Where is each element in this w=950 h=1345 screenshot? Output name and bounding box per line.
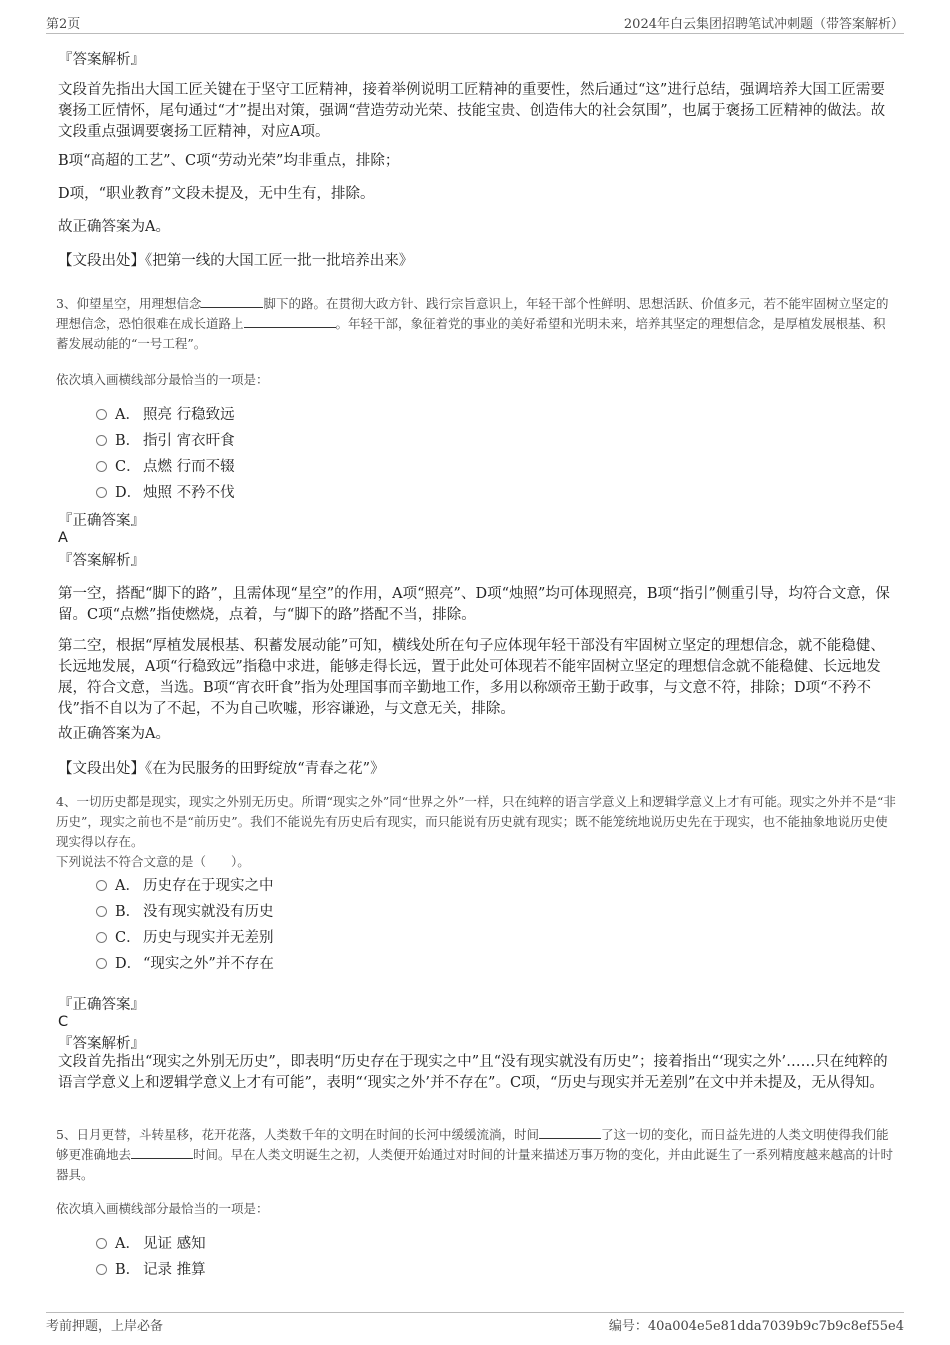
q3-explain-label: 『答案解析』 [58, 553, 145, 569]
page-number: 第2页 [46, 17, 81, 32]
q3-stem: 3、仰望星空，用理想信念 脚下的路。在贯彻大政方针、践行宗旨意识上，年轻干部个性鲜明、思想活跃、价值多元，若不能牢固树立坚定的理想信念，恐怕很难在成长道路上 。年轻干部，象征着党的事业的美好希望和光明未来，培养其坚定的理想信念，是厚植发展根基、积蓄发展动能的“一号工程”。 [56, 296, 889, 351]
radio-icon[interactable] [96, 435, 107, 446]
radio-icon[interactable] [96, 932, 107, 943]
radio-icon[interactable] [96, 958, 107, 969]
q3-correct-label: 『正确答案』 [58, 513, 145, 529]
q5-option-b[interactable]: B． 记录 推算 [96, 1260, 206, 1280]
page-footer [46, 1312, 904, 1335]
q2-explain-p1: 文段首先指出大国工匠关键在于坚守工匠精神，接着举例说明工匠精神的重要性，然后通过“这”进行总结，强调培养大国工匠需要褒扬工匠情怀，尾句通过“才”提出对策，强调“营造劳动光荣、技能宝贵、创造伟大的社会氛围”，也属于褒扬工匠精神的做法。故文段重点强调要褒扬工匠精神，对应A项。 [58, 82, 886, 140]
radio-icon[interactable] [96, 1264, 107, 1275]
radio-icon[interactable] [96, 487, 107, 498]
blank-2 [131, 1146, 193, 1159]
blank-1 [201, 295, 263, 308]
q3-option-b[interactable]: B． 指引 宵衣旰食 [96, 431, 235, 451]
q4-option-c[interactable]: C． 历史与现实并无差别 [96, 928, 274, 948]
q3-explain-p1: 第一空，搭配“脚下的路”，且需体现“星空”的作用，A项“照亮”、D项“烛照”均可体现照亮，B项“指引”侧重引导，均符合文意，保留。C项“点燃”指使燃烧，点着，与“脚下的路”搭配不当，排除。 [58, 586, 890, 623]
q2-explain-p4: 故正确答案为A。 [58, 219, 170, 235]
q5-stem: 5、日月更替，斗转星移，花开花落，人类数千年的文明在时间的长河中缓缓流淌，时间 了这一切的变化，而日益先进的人类文明使得我们能够更准确地去 时间。早在人类文明诞生之初，人类便开始通过对时间的计量来描述万事万物的变化，并由此诞生了一系列精度越来越高的计时器具。 [56, 1127, 894, 1182]
q2-explain-label: 『答案解析』 [58, 52, 145, 68]
page-header [46, 13, 904, 34]
q3-option-a[interactable]: A． 照亮 行稳致远 [96, 405, 235, 425]
footer-slogan: 考前押题，上岸必备 [46, 1319, 164, 1334]
radio-icon[interactable] [96, 906, 107, 917]
q4-explain-p1: 文段首先指出“现实之外别无历史”，即表明“历史存在于现实之中”且“没有现实就没有历史”；接着指出“‘现实之外’……只在纯粹的语言学意义上和逻辑学意义上才有可能”，表明“‘现实之外’并不存在”。C项，“历史与现实并无差别”在文中并未提及，无从得知。 [58, 1054, 888, 1091]
q4-option-b[interactable]: B． 没有现实就没有历史 [96, 902, 274, 922]
radio-icon[interactable] [96, 880, 107, 891]
q3-explain-p2: 第二空，根据“厚植发展根基、积蓄发展动能”可知，横线处所在句子应体现年轻干部没有牢固树立坚定的理想信念，就不能稳健、长远地发展，A项“行稳致远”指稳中求进，能够走得长远，置于此处可体现若不能牢固树立坚定的理想信念就不能稳健、长远地发展，符合文意，当选。B项“宵衣旰食”指为处理国事而辛勤地工作，多用以称颂帝王勤于政事，与文意不符，排除；D项“不矜不伐”指不自以为了不起，不为自己吹嘘，形容谦逊，与文意无关，排除。 [58, 638, 885, 717]
q4-explain-label: 『答案解析』 [58, 1036, 145, 1052]
q2-explain-p3: D项，“职业教育”文段未提及，无中生有，排除。 [58, 186, 375, 202]
document-title: 2024年白云集团招聘笔试冲刺题（带答案解析） [623, 17, 904, 32]
q3-option-c[interactable]: C． 点燃 行而不辍 [96, 457, 235, 477]
q4-answer: C [58, 1014, 69, 1030]
blank-1 [539, 1126, 601, 1139]
radio-icon[interactable] [96, 461, 107, 472]
blank-2 [244, 315, 336, 328]
document-code: 编号：40a004e5e81dda7039b9c7b9c8ef55e4 [608, 1319, 904, 1334]
q4-stem: 4、一切历史都是现实，现实之外别无历史。所谓“现实之外”同“世界之外”一样，只在纯粹的语言学意义上和逻辑学意义上才有可能。现实之外并不是“非历史”，现实之前也不是“前历史”。我们不能说先有历史后有现实，而只能说有历史就有现实；既不能笼统地说历史先在于现实，也不能抽象地说历史使现实得以存在。 [56, 794, 896, 849]
q3-answer: A [58, 530, 68, 546]
radio-icon[interactable] [96, 1238, 107, 1249]
radio-icon[interactable] [96, 409, 107, 420]
q5-prompt: 依次填入画横线部分最恰当的一项是： [56, 1201, 269, 1216]
q2-source: 【文段出处】《把第一线的大国工匠一批一批培养出来》 [58, 253, 414, 269]
q3-explain-p3: 故正确答案为A。 [58, 726, 170, 742]
q3-source: 【文段出处】《在为民服务的田野绽放“青春之花”》 [58, 761, 385, 777]
q2-explain-p2: B项“高超的工艺”、C项“劳动光荣”均非重点，排除； [58, 153, 400, 169]
q4-prompt: 下列说法不符合文意的是（ ）。 [56, 854, 250, 869]
q4-correct-label: 『正确答案』 [58, 997, 145, 1013]
q3-prompt: 依次填入画横线部分最恰当的一项是： [56, 372, 269, 387]
q4-option-a[interactable]: A． 历史存在于现实之中 [96, 876, 274, 896]
q5-option-a[interactable]: A． 见证 感知 [96, 1234, 206, 1254]
q3-option-d[interactable]: D． 烛照 不矜不伐 [96, 483, 235, 503]
q4-option-d[interactable]: D． “现实之外”并不存在 [96, 954, 274, 974]
